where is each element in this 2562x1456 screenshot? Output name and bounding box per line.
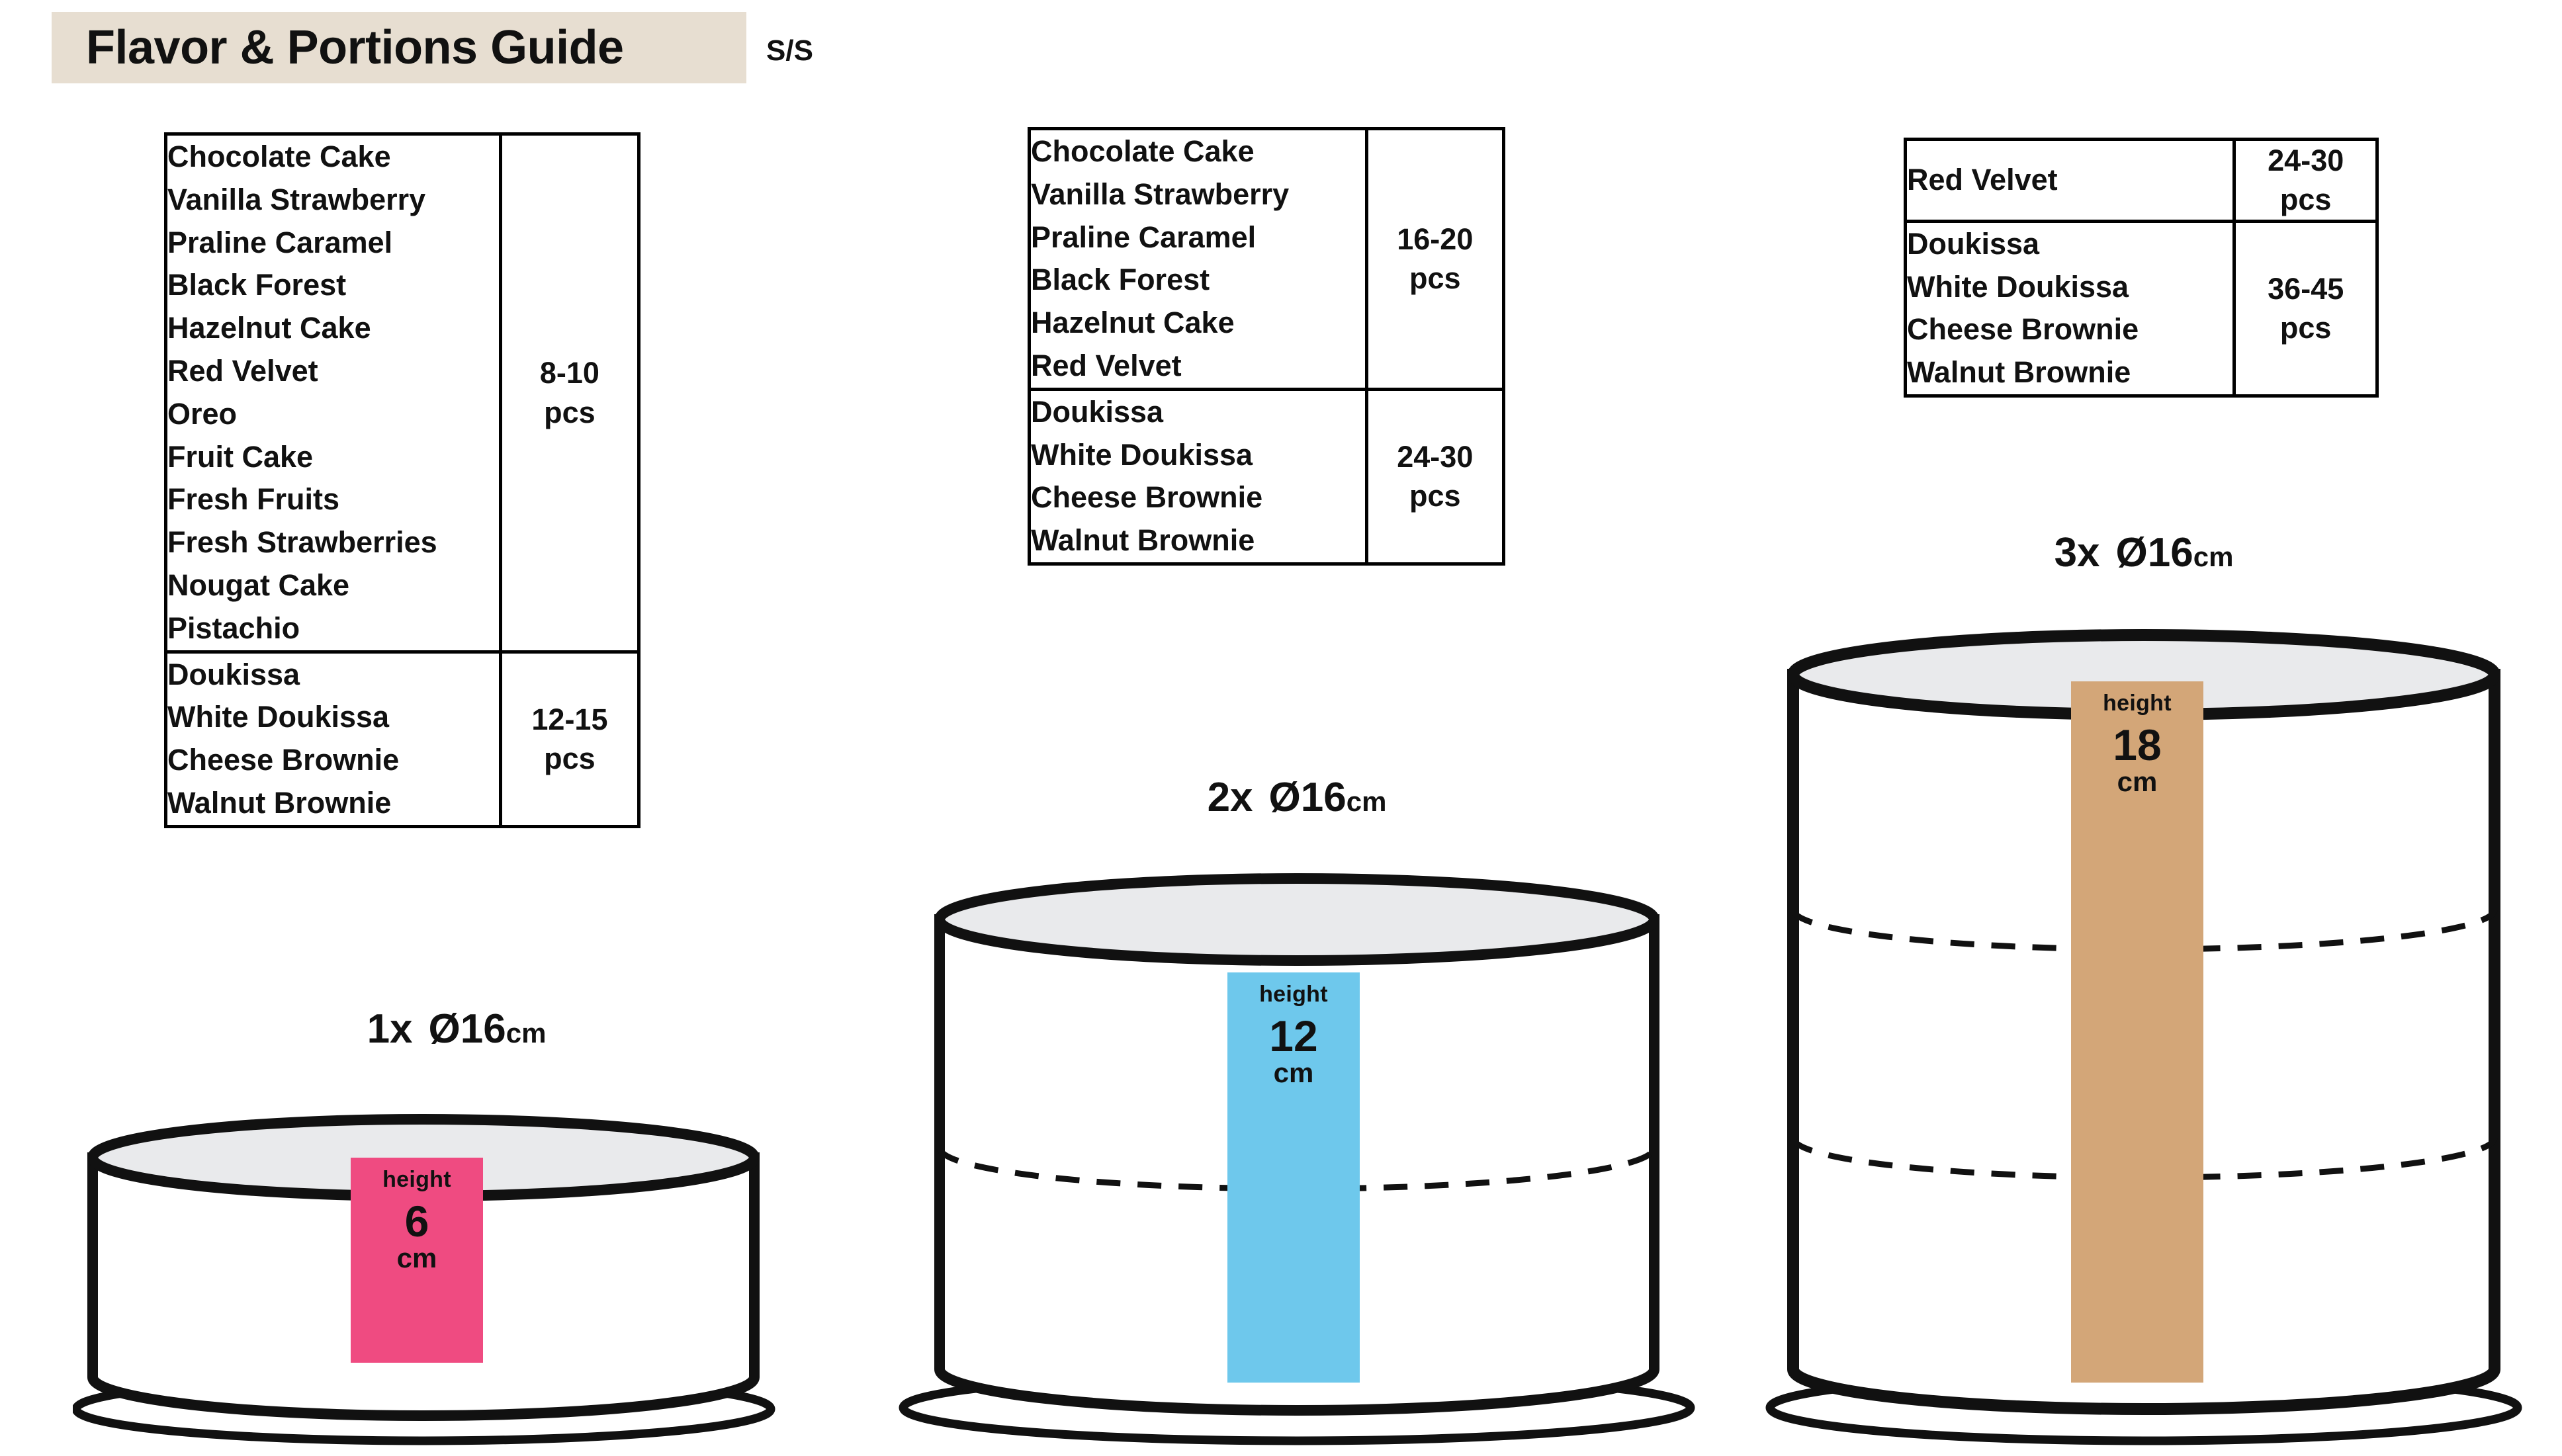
- cake-diagram-1x: [73, 1006, 840, 1442]
- portions-number: 16-20: [1397, 222, 1474, 256]
- flavor-item: Walnut Brownie: [1907, 355, 2131, 390]
- height-band-3x: [2071, 681, 2203, 1383]
- flavor-item: Doukissa: [1031, 394, 1164, 429]
- flavor-item: Cheese Brownie: [1031, 480, 1263, 515]
- flavor-list-cell: [1906, 140, 2234, 222]
- table-row: [1030, 129, 1504, 390]
- flavor-item: Cheese Brownie: [167, 743, 400, 777]
- height-label: height: [2103, 691, 2172, 716]
- flavor-item: Doukissa: [167, 657, 300, 691]
- page-title: Flavor & Portions Guide: [86, 21, 624, 74]
- portions-table-2x: [1028, 127, 1505, 566]
- portions-number: 24-30: [1397, 439, 1474, 474]
- cake-multiplier: 3x: [2054, 530, 2100, 576]
- flavor-item: Fruit Cake: [167, 439, 314, 474]
- flavor-item: Fresh Strawberries: [167, 525, 437, 560]
- flavor-item: Nougat Cake: [167, 568, 350, 602]
- flavor-item: White Doukissa: [1031, 437, 1253, 472]
- height-value: 18: [2113, 720, 2162, 769]
- portions-cell: [1366, 129, 1503, 390]
- title-banner: [52, 12, 746, 83]
- flavor-item: Oreo: [167, 396, 238, 431]
- portions-unit: pcs: [2279, 311, 2332, 345]
- portions-number: 12-15: [531, 702, 608, 736]
- flavor-item: Hazelnut Cake: [1031, 306, 1235, 340]
- portions-unit: pcs: [544, 395, 596, 429]
- flavor-item: White Doukissa: [167, 700, 390, 734]
- flavor-item: Vanilla Strawberry: [167, 182, 426, 216]
- flavor-item: Doukissa: [1907, 226, 2040, 261]
- portions-cell: [500, 134, 639, 652]
- cake-diameter-unit: cm: [2193, 541, 2234, 572]
- table-row: [166, 134, 639, 652]
- portions-number: 24-30: [2268, 144, 2344, 177]
- flavor-list-cell: [1030, 129, 1367, 390]
- flavor-item: Walnut Brownie: [167, 785, 392, 820]
- portions-unit: pcs: [1409, 261, 1461, 296]
- height-label: height: [1259, 982, 1328, 1007]
- cake-multiplier: 1x: [367, 1006, 413, 1052]
- flavor-item: Pistachio: [167, 611, 300, 645]
- flavor-item: Red Velvet: [1907, 162, 2058, 196]
- flavor-item: Cheese Brownie: [1907, 312, 2139, 347]
- portions-unit: pcs: [544, 742, 596, 776]
- table-row: [166, 652, 639, 826]
- height-value: 12: [1269, 1011, 1318, 1060]
- portions-cell: [2234, 221, 2377, 396]
- flavor-item: Vanilla Strawberry: [1031, 177, 1290, 211]
- portions-cell: [1366, 389, 1503, 564]
- cake-diameter: Ø16: [428, 1006, 506, 1052]
- flavor-item: Red Velvet: [1031, 348, 1182, 382]
- portions-number: 36-45: [2268, 271, 2344, 306]
- cake-size-label-2x: [873, 774, 1720, 821]
- height-unit: cm: [396, 1242, 437, 1273]
- flavor-list-cell: [1030, 389, 1367, 564]
- flavor-item: Chocolate Cake: [167, 140, 391, 173]
- portions-table-1x: [164, 132, 640, 828]
- flavor-item: Black Forest: [1031, 263, 1210, 297]
- cake-diameter-unit: cm: [506, 1017, 547, 1049]
- height-value: 6: [404, 1197, 429, 1246]
- table-row: [1906, 221, 2377, 396]
- height-unit: cm: [1273, 1057, 1314, 1088]
- cake-diagram-2x: [873, 774, 1720, 1449]
- flavor-item: Praline Caramel: [167, 225, 393, 259]
- height-band-1x: [351, 1158, 483, 1363]
- page-subtitle: S/S: [766, 34, 813, 67]
- height-label: height: [382, 1167, 451, 1192]
- flavor-item: Black Forest: [167, 268, 347, 302]
- cake-size-label-1x: [73, 1006, 840, 1052]
- flavor-item: Fresh Fruits: [167, 482, 340, 517]
- portions-cell: [2234, 140, 2377, 222]
- table-row: [1030, 389, 1504, 564]
- height-band-2x: [1227, 972, 1360, 1383]
- table-row: [1906, 140, 2377, 222]
- portions-cell: [500, 652, 639, 826]
- portions-number: 8-10: [539, 356, 599, 390]
- flavor-list-cell: [1906, 221, 2234, 396]
- portions-unit: pcs: [2279, 183, 2332, 217]
- flavor-item: Chocolate Cake: [1031, 134, 1255, 168]
- cake-multiplier: 2x: [1207, 775, 1253, 820]
- cake-diameter: Ø16: [1268, 775, 1347, 820]
- flavor-item: Walnut Brownie: [1031, 523, 1255, 558]
- flavor-item: White Doukissa: [1907, 269, 2129, 304]
- flavor-item: Praline Caramel: [1031, 220, 1257, 254]
- portions-table-3x: [1904, 138, 2379, 398]
- flavor-list-cell: [166, 652, 501, 826]
- portions-unit: pcs: [1409, 479, 1461, 513]
- flavor-item: Hazelnut Cake: [167, 311, 371, 345]
- flavor-item: Red Velvet: [167, 353, 318, 388]
- cake-size-label-3x: [1753, 529, 2534, 576]
- flavor-list-cell: [166, 134, 501, 652]
- cake-diameter: Ø16: [2115, 530, 2193, 576]
- cake-diagram-3x: [1753, 529, 2534, 1449]
- cake-diameter-unit: cm: [1346, 786, 1387, 817]
- height-unit: cm: [2117, 766, 2158, 797]
